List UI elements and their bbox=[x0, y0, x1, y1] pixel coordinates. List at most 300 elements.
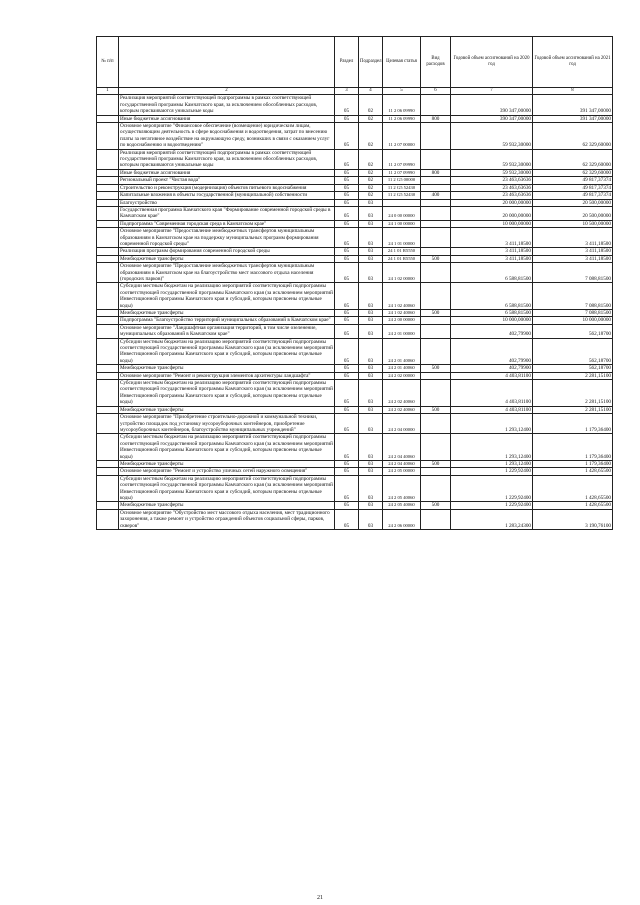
cell-podrazdel: 02 bbox=[359, 184, 383, 191]
cell-razdel: 05 bbox=[335, 115, 359, 122]
cell-y2021: 20 500,00000 bbox=[533, 206, 613, 220]
cell-podrazdel: 03 bbox=[359, 206, 383, 220]
cell-num bbox=[97, 169, 119, 176]
cell-target: 11 2 07 00000 bbox=[383, 123, 421, 150]
cell-y2021: 3 190,76100 bbox=[533, 509, 613, 529]
cell-y2020: 3 411,18500 bbox=[451, 255, 533, 262]
table-row bbox=[97, 283, 613, 310]
cell-name: Основное мероприятие "Ландшафтная организация территорий, в том числе озеленение, муниципальных образований в Камчатском крае" bbox=[119, 324, 335, 338]
cell-target: 24 1 02 00000 bbox=[383, 263, 421, 283]
cell-y2020: 20 000,00000 bbox=[451, 199, 533, 206]
cell-vid: 800 bbox=[421, 115, 451, 122]
column-number: 3 bbox=[335, 88, 359, 95]
cell-name: Основное мероприятие "Приобретение строительно-дорожной и коммунальной техники, устройство площадок под установку мусороуборочных контейнеров, приобретение мусороуборочных контейнеров, благоустройство муниципальных учреждений" bbox=[119, 414, 335, 434]
table-body bbox=[97, 95, 613, 530]
cell-target: 11 2 06 09990 bbox=[383, 115, 421, 122]
table-row bbox=[97, 123, 613, 150]
cell-name: Капитальные вложения в объекты государственной (муниципальной) собственности bbox=[119, 192, 335, 199]
cell-y2020: 1 229,92400 bbox=[451, 468, 533, 475]
cell-podrazdel: 03 bbox=[359, 255, 383, 262]
cell-target: 24 2 01 00000 bbox=[383, 324, 421, 338]
cell-y2020: 402,79900 bbox=[451, 338, 533, 365]
cell-target: 24 2 02 00000 bbox=[383, 372, 421, 379]
cell-vid bbox=[421, 324, 451, 338]
cell-razdel: 05 bbox=[335, 184, 359, 191]
cell-y2021: 20 500,00000 bbox=[533, 199, 613, 206]
cell-y2021: 62 329,60000 bbox=[533, 149, 613, 169]
cell-y2021: 10 000,00000 bbox=[533, 317, 613, 324]
table-row bbox=[97, 509, 613, 529]
cell-num bbox=[97, 310, 119, 317]
table-row bbox=[97, 434, 613, 461]
cell-razdel: 05 bbox=[335, 509, 359, 529]
cell-y2020: 23 463,63636 bbox=[451, 184, 533, 191]
table-row bbox=[97, 324, 613, 338]
cell-y2021: 49 817,37374 bbox=[533, 184, 613, 191]
cell-y2020: 1 229,92400 bbox=[451, 475, 533, 502]
cell-vid bbox=[421, 177, 451, 184]
cell-target: 24 2 01 40060 bbox=[383, 365, 421, 372]
cell-vid bbox=[421, 468, 451, 475]
table-row bbox=[97, 372, 613, 379]
cell-target: 24 1 01 R5550 bbox=[383, 248, 421, 255]
cell-y2021: 1 428,65500 bbox=[533, 502, 613, 509]
header-y2021: Годовой объем ассигнований на 2021 год bbox=[533, 37, 613, 88]
table-row bbox=[97, 317, 613, 324]
cell-num bbox=[97, 509, 119, 529]
cell-target: 11 2 06 09990 bbox=[383, 95, 421, 115]
cell-vid bbox=[421, 414, 451, 434]
cell-podrazdel: 02 bbox=[359, 95, 383, 115]
header-podrazdel: Подраздел bbox=[359, 37, 383, 88]
cell-razdel: 05 bbox=[335, 177, 359, 184]
cell-num bbox=[97, 177, 119, 184]
cell-vid bbox=[421, 184, 451, 191]
cell-target: 24 1 00 00000 bbox=[383, 220, 421, 227]
cell-y2021: 1 428,65500 bbox=[533, 468, 613, 475]
cell-target: 24 2 04 40060 bbox=[383, 434, 421, 461]
cell-vid bbox=[421, 509, 451, 529]
cell-vid bbox=[421, 475, 451, 502]
cell-y2020: 6 588,81500 bbox=[451, 310, 533, 317]
cell-razdel: 05 bbox=[335, 475, 359, 502]
cell-podrazdel: 03 bbox=[359, 414, 383, 434]
cell-num bbox=[97, 317, 119, 324]
cell-y2021: 7 088,81500 bbox=[533, 283, 613, 310]
cell-y2021: 10 500,00000 bbox=[533, 220, 613, 227]
cell-num bbox=[97, 468, 119, 475]
cell-y2020: 1 229,92400 bbox=[451, 502, 533, 509]
cell-num bbox=[97, 380, 119, 407]
cell-target: 24 2 06 00000 bbox=[383, 509, 421, 529]
cell-name: Основное мероприятие "Ремонт и реконструкция элементов архитектуры ландшафта" bbox=[119, 372, 335, 379]
cell-y2020: 402,79900 bbox=[451, 365, 533, 372]
cell-num bbox=[97, 434, 119, 461]
cell-y2020: 10 000,00000 bbox=[451, 220, 533, 227]
cell-y2020: 1 293,12400 bbox=[451, 414, 533, 434]
cell-target: 11 2 07 09990 bbox=[383, 149, 421, 169]
column-number: 7 bbox=[451, 88, 533, 95]
cell-target: 24 2 01 40060 bbox=[383, 338, 421, 365]
cell-vid bbox=[421, 283, 451, 310]
cell-razdel: 05 bbox=[335, 502, 359, 509]
cell-num bbox=[97, 248, 119, 255]
cell-name: Благоустройство bbox=[119, 199, 335, 206]
cell-y2020: 23 463,63636 bbox=[451, 177, 533, 184]
cell-target: 24 0 00 00000 bbox=[383, 206, 421, 220]
cell-y2021: 1 179,36400 bbox=[533, 434, 613, 461]
cell-razdel: 05 bbox=[335, 206, 359, 220]
cell-podrazdel: 03 bbox=[359, 310, 383, 317]
cell-razdel: 05 bbox=[335, 434, 359, 461]
header-num: № п/п bbox=[97, 37, 119, 88]
cell-vid: 500 bbox=[421, 365, 451, 372]
cell-name: Субсидии местным бюджетам на реализацию мероприятий соответствующей подпрограммы соответствующей государственной программы Камчатского края (за исключением мероприятий Инвестиционной программы Камчатского края и субсидий, которым присвоены отдельные коды) bbox=[120, 434, 333, 460]
cell-y2021: 2 281,15100 bbox=[533, 372, 613, 379]
cell-podrazdel: 03 bbox=[359, 220, 383, 227]
table-row bbox=[97, 115, 613, 122]
cell-name: Подпрограмма "Современная городская среда в Камчатском крае" bbox=[119, 220, 335, 227]
cell-target: 11 2 G5 00000 bbox=[383, 177, 421, 184]
cell-vid: 500 bbox=[421, 502, 451, 509]
cell-podrazdel: 03 bbox=[359, 509, 383, 529]
cell-razdel: 05 bbox=[335, 149, 359, 169]
cell-razdel: 05 bbox=[335, 283, 359, 310]
table-row bbox=[97, 406, 613, 413]
cell-razdel: 05 bbox=[335, 380, 359, 407]
cell-vid bbox=[421, 372, 451, 379]
cell-y2021: 49 817,37374 bbox=[533, 192, 613, 199]
table-row bbox=[97, 310, 613, 317]
cell-target: 11 2 G5 52430 bbox=[383, 184, 421, 191]
table-row bbox=[97, 460, 613, 467]
cell-num bbox=[97, 115, 119, 122]
cell-name: Основное мероприятие "Ремонт и устройство уличных сетей наружного освещения" bbox=[119, 468, 335, 475]
cell-y2020: 6 588,81500 bbox=[451, 263, 533, 283]
cell-num bbox=[97, 149, 119, 169]
cell-razdel: 05 bbox=[335, 95, 359, 115]
cell-podrazdel: 02 bbox=[359, 149, 383, 169]
cell-podrazdel: 03 bbox=[359, 460, 383, 467]
cell-vid bbox=[421, 95, 451, 115]
cell-vid bbox=[421, 199, 451, 206]
cell-name: Реализация мероприятий соответствующей подпрограммы в рамках соответствующей государственной программы Камчатского края, за исключением обособленных расходов, которым присваиваются уникальные коды bbox=[119, 149, 335, 169]
cell-razdel: 05 bbox=[335, 228, 359, 248]
cell-target: 24 1 02 40060 bbox=[383, 283, 421, 310]
cell-y2020: 1 293,12400 bbox=[451, 460, 533, 467]
cell-vid bbox=[421, 263, 451, 283]
cell-name: Основное мероприятие "Предоставление межбюджетных трансфертов муниципальным образованиям в Камчатском крае на поддержку муниципальных программ формирования современной городской среды" bbox=[119, 228, 335, 248]
cell-name: Подпрограмма "Благоустройство территорий муниципальных образований в Камчатском крае" bbox=[119, 317, 335, 324]
column-number: 1 bbox=[97, 88, 119, 95]
cell-razdel: 05 bbox=[335, 192, 359, 199]
cell-num bbox=[97, 220, 119, 227]
header-y2020: Годовой объем ассигнований на 2020 год bbox=[451, 37, 533, 88]
cell-razdel: 05 bbox=[335, 406, 359, 413]
cell-podrazdel: 02 bbox=[359, 177, 383, 184]
table-row bbox=[97, 184, 613, 191]
cell-vid bbox=[421, 380, 451, 407]
cell-vid: 800 bbox=[421, 169, 451, 176]
cell-vid bbox=[421, 123, 451, 150]
cell-podrazdel: 03 bbox=[359, 468, 383, 475]
cell-y2021: 3 411,18500 bbox=[533, 228, 613, 248]
cell-y2020: 1 293,12400 bbox=[451, 434, 533, 461]
table-row bbox=[97, 380, 613, 407]
table-row bbox=[97, 263, 613, 283]
cell-target: 24 1 01 R5550 bbox=[383, 255, 421, 262]
cell-razdel: 05 bbox=[335, 310, 359, 317]
cell-num bbox=[97, 95, 119, 115]
cell-y2021: 3 411,18500 bbox=[533, 248, 613, 255]
cell-target: 24 2 00 00000 bbox=[383, 317, 421, 324]
table-row bbox=[97, 414, 613, 434]
cell-num bbox=[97, 365, 119, 372]
cell-podrazdel: 03 bbox=[359, 380, 383, 407]
cell-name: Государственная программа Камчатского края "Формирование современной городской среды в Камчатском крае" bbox=[119, 206, 335, 220]
cell-y2021: 62 329,60000 bbox=[533, 169, 613, 176]
cell-vid: 500 bbox=[421, 255, 451, 262]
cell-target: 24 2 05 00000 bbox=[383, 468, 421, 475]
cell-name: Иные бюджетные ассигнования bbox=[119, 169, 335, 176]
cell-target: 24 2 02 40060 bbox=[383, 406, 421, 413]
cell-y2021: 1 179,36400 bbox=[533, 460, 613, 467]
table-row bbox=[97, 149, 613, 169]
cell-vid bbox=[421, 228, 451, 248]
cell-target: 24 1 01 00000 bbox=[383, 228, 421, 248]
cell-y2020: 4 403,81100 bbox=[451, 406, 533, 413]
cell-num bbox=[97, 372, 119, 379]
column-number: 5 bbox=[383, 88, 421, 95]
cell-razdel: 05 bbox=[335, 123, 359, 150]
cell-name: Межбюджетные трансферты bbox=[119, 255, 335, 262]
cell-razdel: 05 bbox=[335, 460, 359, 467]
cell-y2021: 1 179,36400 bbox=[533, 414, 613, 434]
column-number: 2 bbox=[119, 88, 335, 95]
cell-num bbox=[97, 406, 119, 413]
cell-num bbox=[97, 324, 119, 338]
cell-razdel: 05 bbox=[335, 468, 359, 475]
cell-target: 24 2 02 40060 bbox=[383, 380, 421, 407]
table-row bbox=[97, 220, 613, 227]
cell-razdel: 05 bbox=[335, 317, 359, 324]
cell-y2021: 49 817,37374 bbox=[533, 177, 613, 184]
cell-vid: 400 bbox=[421, 192, 451, 199]
cell-razdel: 05 bbox=[335, 199, 359, 206]
cell-num bbox=[97, 460, 119, 467]
cell-target: 11 2 G5 52430 bbox=[383, 192, 421, 199]
cell-podrazdel: 03 bbox=[359, 502, 383, 509]
cell-y2020: 402,79900 bbox=[451, 324, 533, 338]
cell-podrazdel: 03 bbox=[359, 199, 383, 206]
cell-podrazdel: 03 bbox=[359, 317, 383, 324]
cell-y2021: 62 329,60000 bbox=[533, 123, 613, 150]
table-row bbox=[97, 502, 613, 509]
cell-name: Межбюджетные трансферты bbox=[119, 502, 335, 509]
cell-razdel: 05 bbox=[335, 365, 359, 372]
table-row bbox=[97, 192, 613, 199]
cell-podrazdel: 03 bbox=[359, 365, 383, 372]
cell-razdel: 05 bbox=[335, 255, 359, 262]
cell-num bbox=[97, 338, 119, 365]
cell-y2020: 4 403,81100 bbox=[451, 372, 533, 379]
table-row bbox=[97, 95, 613, 115]
cell-y2020: 1 283,24300 bbox=[451, 509, 533, 529]
cell-y2021: 1 428,65500 bbox=[533, 475, 613, 502]
table-row bbox=[97, 338, 613, 365]
cell-num bbox=[97, 184, 119, 191]
cell-podrazdel: 03 bbox=[359, 406, 383, 413]
cell-num bbox=[97, 255, 119, 262]
cell-name: Реализация программ формирования современной городской среды bbox=[119, 248, 335, 255]
cell-podrazdel: 03 bbox=[359, 475, 383, 502]
cell-podrazdel: 02 bbox=[359, 123, 383, 150]
cell-name: Иные бюджетные ассигнования bbox=[119, 115, 335, 122]
cell-podrazdel: 03 bbox=[359, 338, 383, 365]
cell-y2021: 562,18700 bbox=[533, 365, 613, 372]
cell-razdel: 05 bbox=[335, 338, 359, 365]
cell-vid bbox=[421, 434, 451, 461]
cell-target: 11 2 07 09990 bbox=[383, 169, 421, 176]
cell-target: 24 2 05 40060 bbox=[383, 475, 421, 502]
cell-target: 24 2 05 40060 bbox=[383, 502, 421, 509]
cell-razdel: 05 bbox=[335, 263, 359, 283]
column-number: 8 bbox=[533, 88, 613, 95]
cell-num bbox=[97, 228, 119, 248]
cell-vid: 500 bbox=[421, 310, 451, 317]
table-row bbox=[97, 177, 613, 184]
cell-y2021: 7 088,81500 bbox=[533, 310, 613, 317]
cell-razdel: 05 bbox=[335, 169, 359, 176]
cell-y2021: 2 281,15100 bbox=[533, 406, 613, 413]
cell-vid bbox=[421, 248, 451, 255]
cell-name: Строительство и реконструкция (модернизация) объектов питьевого водоснабжения bbox=[119, 184, 335, 191]
cell-num bbox=[97, 502, 119, 509]
cell-name: Основное мероприятие "Предоставление межбюджетных трансфертов муниципальным образованиям в Камчатском крае на благоустройство мест массового отдыха населения (городских парков)" bbox=[119, 263, 335, 283]
cell-num bbox=[97, 199, 119, 206]
cell-y2021: 3 411,18500 bbox=[533, 255, 613, 262]
cell-vid: 500 bbox=[421, 460, 451, 467]
cell-razdel: 05 bbox=[335, 220, 359, 227]
table-row bbox=[97, 468, 613, 475]
cell-num bbox=[97, 283, 119, 310]
cell-y2020: 3 411,18500 bbox=[451, 248, 533, 255]
cell-y2020: 59 932,30000 bbox=[451, 169, 533, 176]
cell-target: 24 1 02 40060 bbox=[383, 310, 421, 317]
header-target: Целевая статья bbox=[383, 37, 421, 88]
cell-vid bbox=[421, 317, 451, 324]
cell-podrazdel: 03 bbox=[359, 228, 383, 248]
cell-num bbox=[97, 414, 119, 434]
cell-podrazdel: 03 bbox=[359, 372, 383, 379]
cell-vid bbox=[421, 220, 451, 227]
table-row bbox=[97, 206, 613, 220]
header-row bbox=[97, 37, 613, 88]
cell-name: Межбюджетные трансферты bbox=[119, 365, 335, 372]
column-number-row bbox=[97, 88, 613, 95]
cell-name: Основное мероприятие "Обустройство мест массового отдыха населения, мест традиционного захоронения, а также ремонт и устройство ограждений объектов социальной сферы, парков, скверов" bbox=[119, 509, 335, 529]
cell-name: Реализация мероприятий соответствующей подпрограммы в рамках соответствующей государственной программы Камчатского края, за исключением обособленных расходов, которым присваиваются уникальные коды bbox=[119, 95, 335, 115]
cell-y2021: 562,18700 bbox=[533, 338, 613, 365]
cell-name: Субсидии местным бюджетам на реализацию мероприятий соответствующей подпрограммы соответствующей государственной программы Камчатского края (за исключением мероприятий Инвестиционной программы Камчатского края и субсидий, которым присвоены отдельные коды) bbox=[120, 380, 333, 406]
cell-y2020: 59 932,30000 bbox=[451, 149, 533, 169]
cell-vid bbox=[421, 149, 451, 169]
cell-num bbox=[97, 475, 119, 502]
table-row bbox=[97, 169, 613, 176]
cell-target: 24 2 04 40060 bbox=[383, 460, 421, 467]
cell-razdel: 05 bbox=[335, 372, 359, 379]
cell-podrazdel: 03 bbox=[359, 263, 383, 283]
cell-name: Межбюджетные трансферты bbox=[119, 460, 335, 467]
cell-y2020: 23 463,63636 bbox=[451, 192, 533, 199]
cell-vid: 500 bbox=[421, 406, 451, 413]
cell-name: Межбюджетные трансферты bbox=[119, 310, 335, 317]
cell-y2020: 390 347,00000 bbox=[451, 115, 533, 122]
cell-razdel: 05 bbox=[335, 324, 359, 338]
cell-vid bbox=[421, 338, 451, 365]
cell-target: 24 2 04 00000 bbox=[383, 414, 421, 434]
cell-podrazdel: 03 bbox=[359, 324, 383, 338]
cell-num bbox=[97, 192, 119, 199]
cell-podrazdel: 03 bbox=[359, 283, 383, 310]
header-name bbox=[119, 37, 335, 88]
table-row bbox=[97, 199, 613, 206]
header-razdel: Раздел bbox=[335, 37, 359, 88]
cell-target bbox=[383, 199, 421, 206]
cell-name: Межбюджетные трансферты bbox=[119, 406, 335, 413]
cell-y2020: 20 000,00000 bbox=[451, 206, 533, 220]
cell-y2020: 10 000,00000 bbox=[451, 317, 533, 324]
cell-podrazdel: 02 bbox=[359, 192, 383, 199]
cell-podrazdel: 02 bbox=[359, 169, 383, 176]
cell-y2020: 6 588,81500 bbox=[451, 283, 533, 310]
cell-name: Субсидии местным бюджетам на реализацию мероприятий соответствующей подпрограммы соответствующей государственной программы Камчатского края (за исключением мероприятий Инвестиционной программы Камчатского края и субсидий, которым присвоены отдельные коды) bbox=[120, 283, 333, 309]
cell-name: Субсидии местным бюджетам на реализацию мероприятий соответствующей подпрограммы соответствующей государственной программы Камчатского края (за исключением мероприятий Инвестиционной программы Камчатского края и субсидий, которым присвоены отдельные коды) bbox=[120, 475, 333, 501]
cell-podrazdel: 02 bbox=[359, 115, 383, 122]
cell-podrazdel: 03 bbox=[359, 248, 383, 255]
table-row bbox=[97, 228, 613, 248]
cell-name: Региональный проект "Чистая вода" bbox=[119, 177, 335, 184]
cell-y2020: 59 932,30000 bbox=[451, 123, 533, 150]
table-row bbox=[97, 255, 613, 262]
cell-y2021: 391 347,00000 bbox=[533, 95, 613, 115]
cell-y2021: 562,18700 bbox=[533, 324, 613, 338]
cell-y2020: 390 347,00000 bbox=[451, 95, 533, 115]
cell-podrazdel: 03 bbox=[359, 434, 383, 461]
table-row bbox=[97, 475, 613, 502]
cell-razdel: 05 bbox=[335, 248, 359, 255]
cell-y2020: 4 403,81100 bbox=[451, 380, 533, 407]
cell-name: Основное мероприятие "Финансовое обеспечение (возмещение) юридическим лицам, осуществляющим деятельность в сфере водоснабжения и водоотведения, затрат по внесению платы за негативное воздействие на окружающую среду, возникших в связи с оказанием услуг по водоснабжению и водоотведению" bbox=[119, 123, 335, 150]
cell-name: Субсидии местным бюджетам на реализацию мероприятий соответствующей подпрограммы соответствующей государственной программы Камчатского края (за исключением мероприятий Инвестиционной программы Камчатского края и субсидий, которым присвоены отдельные коды) bbox=[120, 338, 333, 364]
cell-y2021: 2 281,15100 bbox=[533, 380, 613, 407]
cell-num bbox=[97, 206, 119, 220]
cell-vid bbox=[421, 206, 451, 220]
cell-y2021: 7 088,81500 bbox=[533, 263, 613, 283]
cell-razdel: 05 bbox=[335, 414, 359, 434]
table-row bbox=[97, 248, 613, 255]
budget-table bbox=[96, 36, 613, 530]
column-number: 6 bbox=[421, 88, 451, 95]
column-number: 4 bbox=[359, 88, 383, 95]
cell-num bbox=[97, 123, 119, 150]
table-row bbox=[97, 365, 613, 372]
page-number: 21 bbox=[317, 895, 323, 901]
cell-y2020: 3 411,18500 bbox=[451, 228, 533, 248]
header-vid: Вид расходов bbox=[421, 37, 451, 88]
cell-num bbox=[97, 263, 119, 283]
cell-y2021: 391 347,00000 bbox=[533, 115, 613, 122]
